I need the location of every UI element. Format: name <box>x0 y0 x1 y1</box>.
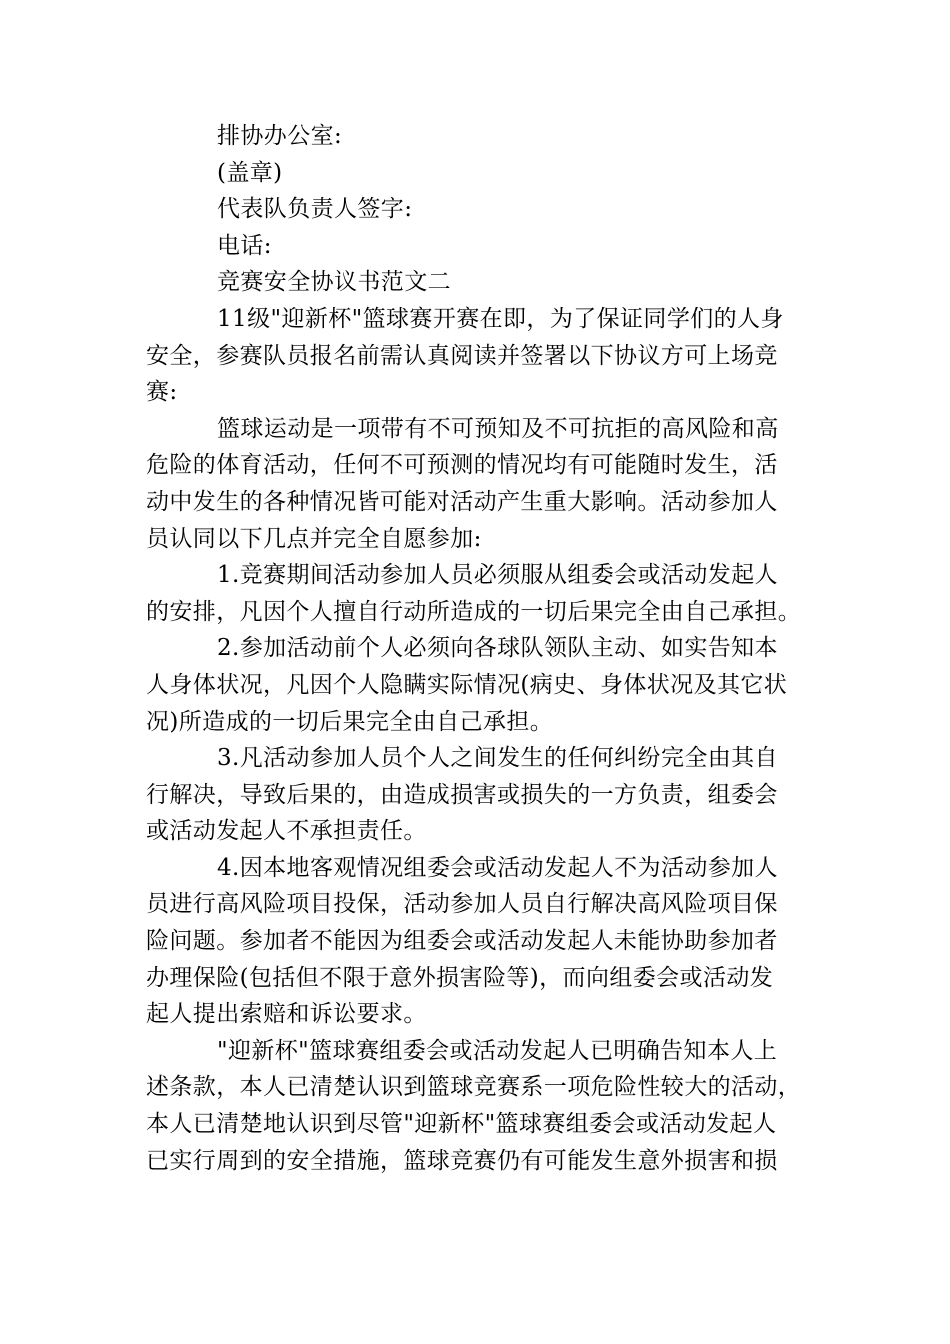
clause-3 <box>146 740 810 850</box>
paragraph-line: 或活动发起人不承担责任。 <box>146 818 427 845</box>
paragraph-line: 况)所造成的一切后果完全由自己承担。 <box>146 708 554 735</box>
office-label: 排协办公室: <box>217 123 343 149</box>
paragraph-line: 险问题。参加者不能因为组委会或活动发起人未能协助参加者 <box>146 928 778 955</box>
paragraph-line: 危险的体育活动，任何不可预测的情况均有可能随时发生，活 <box>146 452 778 479</box>
paragraph-line: 篮球运动是一项带有不可预知及不可抗拒的高风险和高 <box>217 415 779 442</box>
paragraph-line: 的安排，凡因个人擅自行动所造成的一切后果完全由自己承担。 <box>146 598 802 625</box>
paragraph-line: 安全，参赛队员报名前需认真阅读并签署以下协议方可上场竞 <box>146 342 778 369</box>
paragraph-line: 办理保险(包括但不限于意外损害险等)，而向组委会或活动发 <box>146 964 774 991</box>
paragraph-line: 员进行高风险项目投保，活动参加人员自行解决高风险项目保 <box>146 891 778 918</box>
paragraph-line: 动中发生的各种情况皆可能对活动产生重大影响。活动参加人 <box>146 488 778 515</box>
document-page <box>146 118 810 1179</box>
paragraph-acknowledgement <box>146 1033 810 1179</box>
paragraph-line: 4.因本地客观情况组委会或活动发起人不为活动参加人 <box>217 854 778 881</box>
paragraph-line: 本人已清楚地认识到尽管"迎新杯"篮球赛组委会或活动发起人 <box>146 1111 777 1138</box>
clause-2 <box>146 630 810 740</box>
paragraph-line: 1.竞赛期间活动参加人员必须服从组委会或活动发起人 <box>217 562 778 589</box>
seal-label: (盖章) <box>217 159 283 186</box>
paragraph-line: 3.凡活动参加人员个人之间发生的任何纠纷完全由其自 <box>217 745 778 772</box>
paragraph-line: "迎新杯"篮球赛组委会或活动发起人已明确告知本人上 <box>217 1037 778 1064</box>
phone-label: 电话: <box>217 232 272 259</box>
paragraph-line: 11级"迎新杯"篮球赛开赛在即，为了保证同学们的人身 <box>217 305 784 332</box>
paragraph-line: 述条款，本人已清楚认识到篮球竞赛系一项危险性较大的活动， <box>146 1074 802 1101</box>
section-title: 竞赛安全协议书范文二 <box>217 269 451 296</box>
paragraph-line: 赛: <box>146 379 178 406</box>
team-leader-signature-label: 代表队负责人签字: <box>217 196 413 223</box>
clause-4 <box>146 850 810 1033</box>
paragraph-line: 员认同以下几点并完全自愿参加: <box>146 525 482 552</box>
paragraph-line: 行解决，导致后果的，由造成损害或损失的一方负责，组委会 <box>146 781 778 808</box>
paragraph-line: 起人提出索赔和诉讼要求。 <box>146 1001 427 1028</box>
paragraph-intro <box>146 301 810 411</box>
paragraph-line: 人身体状况，凡因个人隐瞒实际情况(病史、身体状况及其它状 <box>146 671 788 698</box>
paragraph-line: 2.参加活动前个人必须向各球队领队主动、如实告知本 <box>217 635 778 662</box>
paragraph-line: 已实行周到的安全措施，篮球竞赛仍有可能发生意外损害和损 <box>146 1147 778 1174</box>
paragraph-risk <box>146 411 810 557</box>
clause-1 <box>146 557 810 630</box>
